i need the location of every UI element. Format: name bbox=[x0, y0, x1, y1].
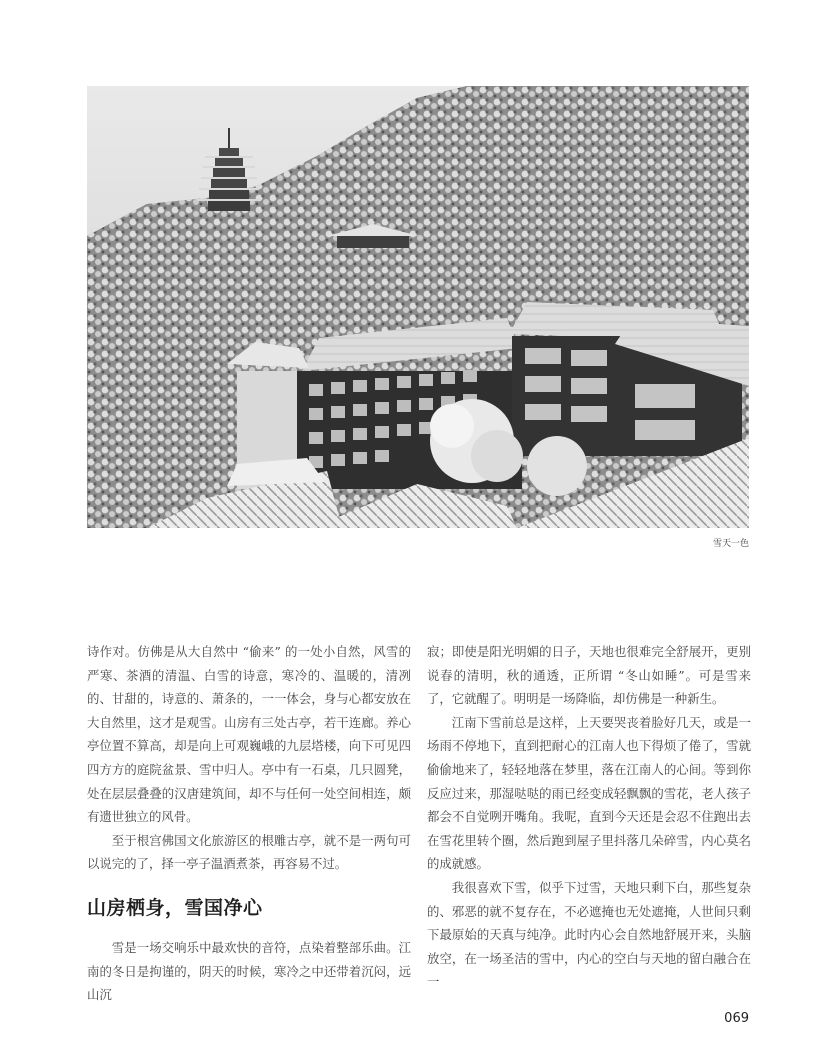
photo-caption: 雪天一色 bbox=[712, 539, 749, 549]
right-paragraph-1: 寂；即使是阳光明媚的日子，天地也很难完全舒展开，更别说春的清明，秋的通透，正所谓 “冬山如睡”。可是雪来了，它就醒了。明明是一场降临，却仿佛是一种新生。 bbox=[427, 644, 751, 707]
snowy-mountain-hotel-photo bbox=[87, 86, 749, 528]
left-paragraph-3: 雪是一场交响乐中最欢快的音符，点染着整部乐曲。江南的冬日是拘谨的，阴天的时候，寒冷之中还带着沉闷，远山沉 bbox=[87, 939, 411, 1003]
left-paragraph-1: 诗作对。仿佛是从大自然中 “偷来” 的一处小自然，风雪的严寒、茶酒的清温、白雪的诗意，寒冷的、温暖的，清冽的、甘甜的，诗意的、萧条的，一一体会，身与心都安放在大自然里，这才是观雪。山房有三处古亭，若干连廊。养心亭位置不算高，却是向上可观巍峨的九层塔楼，向下可见四四方方的庭院盆景、雪中归人。亭中有一石桌，几只圆凳，处在层层叠叠的汉唐建筑间，却不与任何一处空间相连，颇有遗世独立的风骨。 bbox=[87, 644, 411, 825]
left-text-column bbox=[87, 640, 411, 1007]
right-paragraph-2: 江南下雪前总是这样，上天要哭丧着脸好几天，或是一场雨不停地下，直到把耐心的江南人也下得烦了倦了，雪就偷偷地来了，轻轻地落在梦里，落在江南人的心间。等到你反应过来，那湿哒哒的雨已经变成轻飘飘的雪花，老人孩子都会不自觉咧开嘴角。我呢，直到今天还是会忍不住跑出去在雪花里转个圈，然后跑到屋子里抖落几朵碎雪，内心莫名的成就感。 bbox=[427, 714, 751, 872]
right-text-column bbox=[427, 640, 751, 994]
photo-illustration bbox=[87, 86, 749, 528]
right-paragraph-3: 我很喜欢下雪，似乎下过雪，天地只剩下白，那些复杂的、邪恶的就不复存在，不必遮掩也无处遮掩，人世间只剩下最原始的天真与纯净。此时内心会自然地舒展开来，头脑放空，在一场圣洁的雪中，内心的空白与天地的留白融合在一 bbox=[427, 879, 751, 990]
page-number: 069 bbox=[724, 1011, 749, 1026]
left-paragraph-2: 至于根宫佛国文化旅游区的根雕古亭，就不是一两句可以说完的了，择一亭子温酒煮茶，再容易不过。 bbox=[87, 832, 411, 872]
section-heading: 山房栖身，雪国净心 bbox=[87, 896, 263, 919]
